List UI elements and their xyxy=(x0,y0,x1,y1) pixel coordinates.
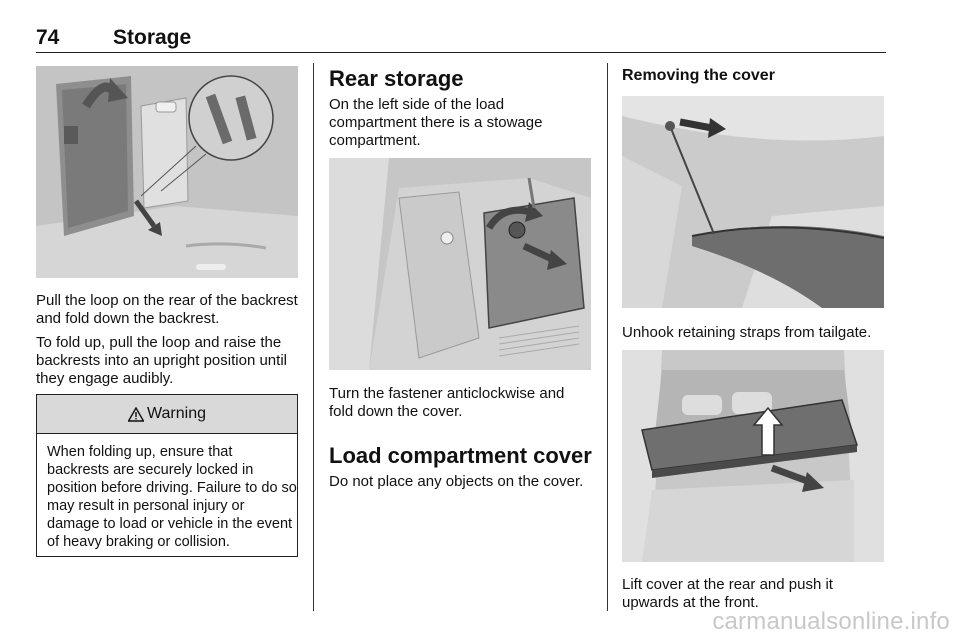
load-compartment-cover-heading: Load compartment cover xyxy=(329,443,592,468)
warning-title: Warning xyxy=(147,405,206,422)
middle-paragraph-2: Turn the fastener anticlockwise and fold down the cover. xyxy=(329,385,565,420)
warning-header xyxy=(37,395,297,434)
column-divider-left xyxy=(313,63,314,611)
stowage-illustration xyxy=(329,158,591,370)
rear-storage-heading: Rear storage xyxy=(329,66,464,91)
left-paragraph-2: To fold up, pull the loop and raise the backrests into an upright position until they engage audibly. xyxy=(36,334,287,387)
section-title: Storage xyxy=(113,26,192,49)
warning-triangle-icon xyxy=(128,407,144,422)
removing-cover-heading: Removing the cover xyxy=(622,67,775,84)
tailgate-straps-illustration xyxy=(622,96,884,308)
figure-stowage-compartment xyxy=(329,158,591,370)
warning-box xyxy=(36,394,298,557)
backrest-illustration xyxy=(36,66,298,278)
right-paragraph-1: Unhook retaining straps from tailgate. xyxy=(622,324,872,341)
figure-lift-cover xyxy=(622,350,884,562)
middle-paragraph-3: Do not place any objects on the cover. xyxy=(329,473,584,490)
right-paragraph-2: Lift cover at the rear and push it upwards at the front. xyxy=(622,576,833,611)
figure-fold-backrest xyxy=(36,66,298,278)
lift-cover-illustration xyxy=(622,350,884,562)
left-paragraph-1: Pull the loop on the rear of the backrest and fold down the backrest. xyxy=(36,292,298,327)
header-divider xyxy=(36,52,886,53)
column-divider-right xyxy=(607,63,608,611)
watermark: carmanualsonline.info xyxy=(712,608,950,635)
page-number: 74 xyxy=(36,26,60,49)
middle-paragraph-1: On the left side of the load compartment there is a stowage compartment. xyxy=(329,96,543,149)
figure-retaining-straps xyxy=(622,96,884,308)
warning-text: When folding up, ensure that backrests are securely locked in position before driving. Failure to do so may result in personal injury or damage to load or vehicle in the event of heavy braking or collision. xyxy=(47,444,297,550)
